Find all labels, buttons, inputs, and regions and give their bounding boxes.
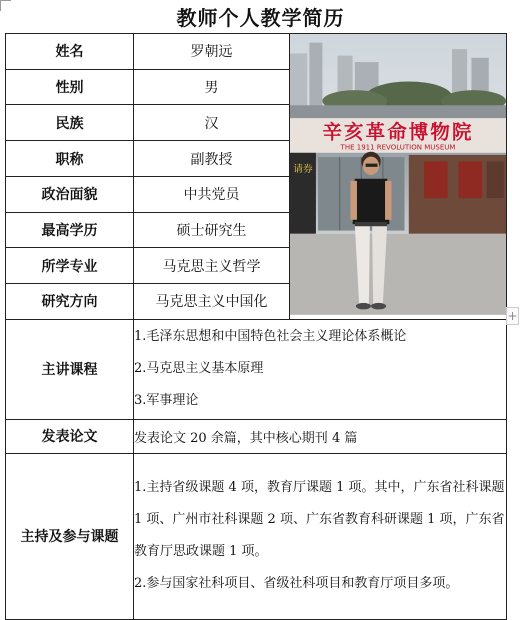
museum-sign-text: 辛亥革命博物院 xyxy=(322,120,474,144)
value-gender[interactable]: 男 xyxy=(134,69,290,105)
label-ethnicity: 民族 xyxy=(6,105,134,141)
door-sign-text: 请券 xyxy=(293,164,313,176)
courses-list[interactable] xyxy=(134,319,507,419)
teacher-photo xyxy=(290,34,506,315)
value-title[interactable]: 副教授 xyxy=(134,141,290,177)
label-major: 所学专业 xyxy=(6,248,134,284)
value-major[interactable]: 马克思主义哲学 xyxy=(134,248,290,284)
course-item: 1.毛泽东思想和中国特色社会主义理论体系概论 xyxy=(134,329,407,345)
label-education: 最高学历 xyxy=(6,212,134,248)
value-political-status[interactable]: 中共党员 xyxy=(134,176,290,212)
museum-sign-subtitle: THE 1911 REVOLUTION MUSEUM xyxy=(340,142,456,152)
label-political-status: 政治面貌 xyxy=(6,176,134,212)
label-research: 研究方向 xyxy=(6,284,134,320)
document-title: 教师个人教学简历 xyxy=(176,6,345,30)
label-courses: 主讲课程 xyxy=(6,319,134,419)
course-item: 3.军事理论 xyxy=(134,393,199,409)
value-research[interactable]: 马克思主义中国化 xyxy=(134,284,290,320)
label-papers: 发表论文 xyxy=(6,419,134,453)
value-name[interactable]: 罗朝远 xyxy=(134,34,290,70)
label-gender: 性别 xyxy=(6,69,134,105)
projects-paragraph: 2.参与国家社科项目、省级社科项目和教育厅项目多项。 xyxy=(134,576,459,592)
resume-table xyxy=(5,33,507,620)
label-name: 姓名 xyxy=(6,34,134,70)
course-item: 2.马克思主义基本原理 xyxy=(134,361,264,377)
value-education[interactable]: 硕士研究生 xyxy=(134,212,290,248)
projects-text[interactable] xyxy=(134,453,507,619)
projects-paragraph: 1.主持省级课题 4 项，教育厅课题 1 项。其中，广东省社科课题 1 项、广州市社科课题 2 项、广东省教育科研课题 1 项，广东省教育厅思政课题 1 项。 xyxy=(134,480,505,560)
label-title: 职称 xyxy=(6,141,134,177)
photo-cell xyxy=(290,34,507,320)
label-projects: 主持及参与课题 xyxy=(6,453,134,619)
add-row-button[interactable]: + xyxy=(507,309,518,323)
papers-text[interactable]: 发表论文 20 余篇，其中核心期刊 4 篇 xyxy=(134,419,507,453)
value-ethnicity[interactable]: 汉 xyxy=(134,105,290,141)
